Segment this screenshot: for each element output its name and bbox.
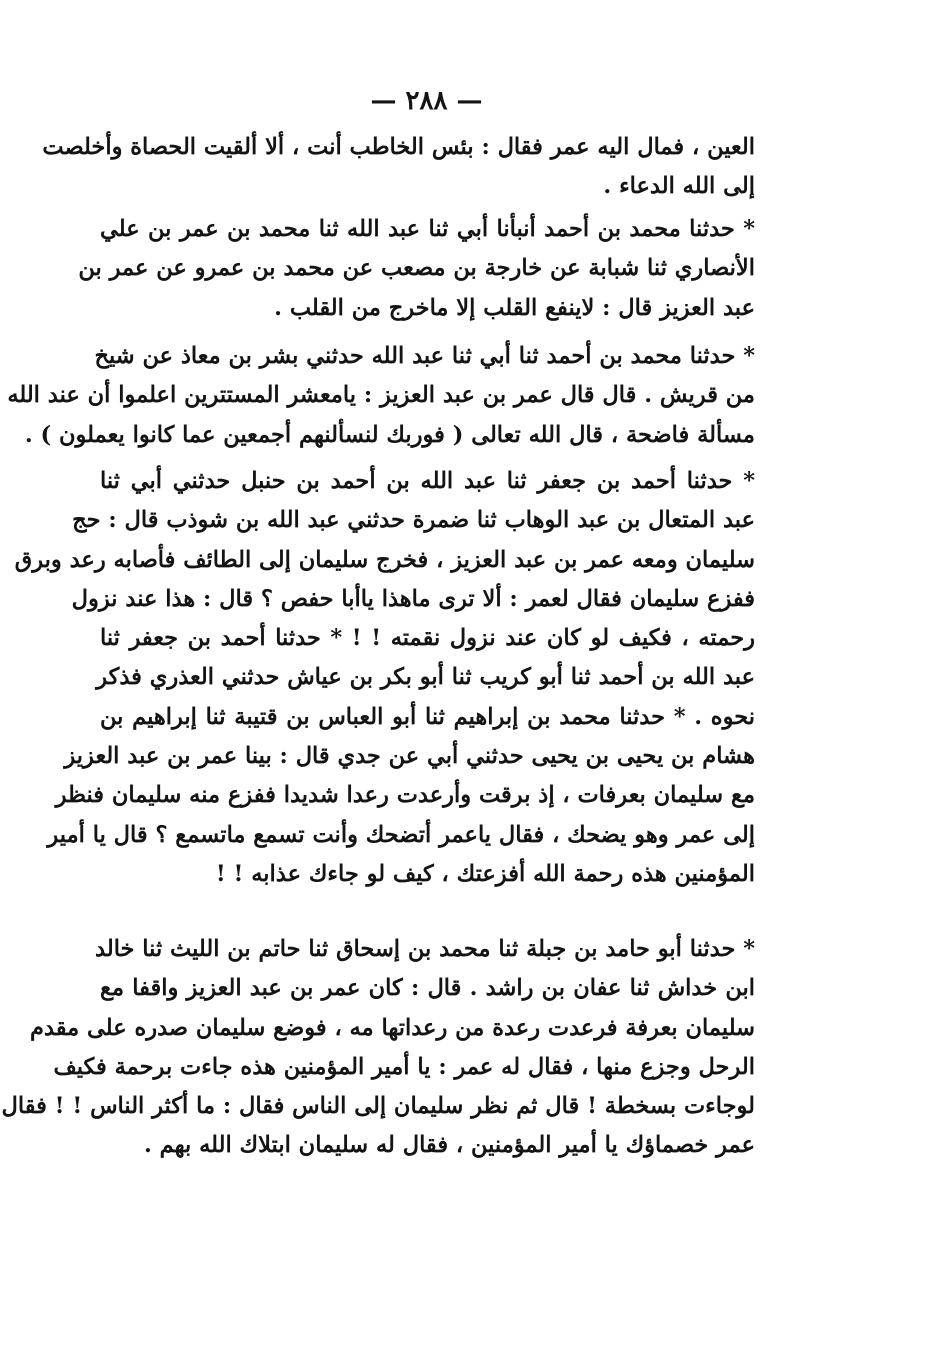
text-line: المؤمنين هذه رحمة الله أفزعتك ، كيف لو جاءك عذابه ! ! — [215, 860, 755, 887]
paragraph-1 — [42, 128, 755, 207]
text-line: ابن خداش ثنا عفان بن راشد . قال : كان عمر بن عبد العزيز واقفا مع — [100, 975, 755, 1002]
text-line: الأنصاري ثنا شبابة عن خارجة بن مصعب عن محمد بن عمرو عن عمر بن — [78, 255, 755, 282]
text-line: عبد الله بن أحمد ثنا أبو كريب ثنا أبو بكر بن عياش حدثني العذري فذكر — [96, 664, 755, 691]
text-line: سليمان بعرفة فرعدت رعدة من رعداتها مه ، فوضع سليمان صدره على مقدم — [29, 1014, 755, 1041]
text-line: الرحل وجزع منها ، فقال له عمر : يا أمير المؤمنين هذه جاءت برحمة فكيف — [53, 1053, 755, 1080]
text-line: هشام بن يحيى بن يحيى حدثني أبي عن جدي قال : بينا عمر بن عبد العزيز — [64, 743, 755, 770]
paragraph-4 — [14, 462, 755, 894]
text-line: * حدثنا أحمد بن جعفر ثنا عبد الله بن أحمد بن حنبل حدثني أبي ثنا — [100, 468, 755, 494]
paragraph-2 — [78, 210, 755, 328]
text-line: إلى عمر وهو يضحك ، فقال ياعمر أتضحك وأنت تسمع ماتسمع ؟ قال يا أمير — [47, 821, 755, 848]
text-line: سليمان ومعه عمر بن عبد العزيز ، فخرج سليمان إلى الطائف فأصابه رعد وبرق — [14, 546, 755, 573]
text-line: لوجاءت بسخطة ! قال ثم نظر سليمان إلى الناس فقال : ما أكثر الناس ! ! فقال — [1, 1093, 755, 1120]
text-line: إلى الله الدعاء . — [603, 173, 755, 200]
page-number: — ٢٨٨ — — [370, 86, 483, 116]
text-line: نحوه . * حدثنا محمد بن إبراهيم ثنا أبو العباس بن قتيبة ثنا إبراهيم بن — [100, 703, 755, 730]
text-line: رحمته ، فكيف لو كان عند نزول نقمته ! ! * حدثنا أحمد بن جعفر ثنا — [100, 625, 755, 652]
text-line: ففزع سليمان فقال لعمر : ألا ترى ماهذا ياأبا حفص ؟ قال : هذا عند نزول — [71, 585, 755, 612]
paragraph-5 — [1, 930, 755, 1166]
text-line: عبد العزيز قال : لاينفع القلب إلا ماخرج من القلب . — [274, 294, 755, 321]
text-line: عبد المتعال بن عبد الوهاب ثنا ضمرة حدثني عبد الله بن شوذب قال : حج — [72, 507, 755, 534]
text-line: من قريش . قال قال عمر بن عبد العزيز : يامعشر المستترين اعلموا أن عند الله — [7, 382, 755, 409]
text-line: * حدثنا أبو حامد بن جبلة ثنا محمد بن إسحاق ثنا حاتم بن الليث ثنا خالد — [95, 936, 755, 962]
text-line: مسألة فاضحة ، قال الله تعالى ( فوربك لنسألنهم أجمعين عما كانوا يعملون ) . — [24, 421, 755, 448]
text-line: * حدثنا محمد بن أحمد ثنا أبي ثنا عبد الله حدثني بشر بن معاذ عن شيخ — [94, 343, 755, 369]
paragraph-3 — [7, 337, 755, 455]
text-line: عمر خصماؤك يا أمير المؤمنين ، فقال له سليمان ابتلاك الله بهم . — [144, 1132, 755, 1159]
text-line: العين ، فمال اليه عمر فقال : بئس الخاطب أنت ، ألا ألقيت الحصاة وأخلصت — [42, 134, 755, 160]
text-line: مع سليمان بعرفات ، إذ برقت وأرعدت رعدا شديدا ففزع منه سليمان فنظر — [55, 782, 755, 809]
text-line: * حدثنا محمد بن أحمد أنبأنا أبي ثنا عبد الله ثنا محمد بن عمر بن علي — [100, 216, 755, 242]
